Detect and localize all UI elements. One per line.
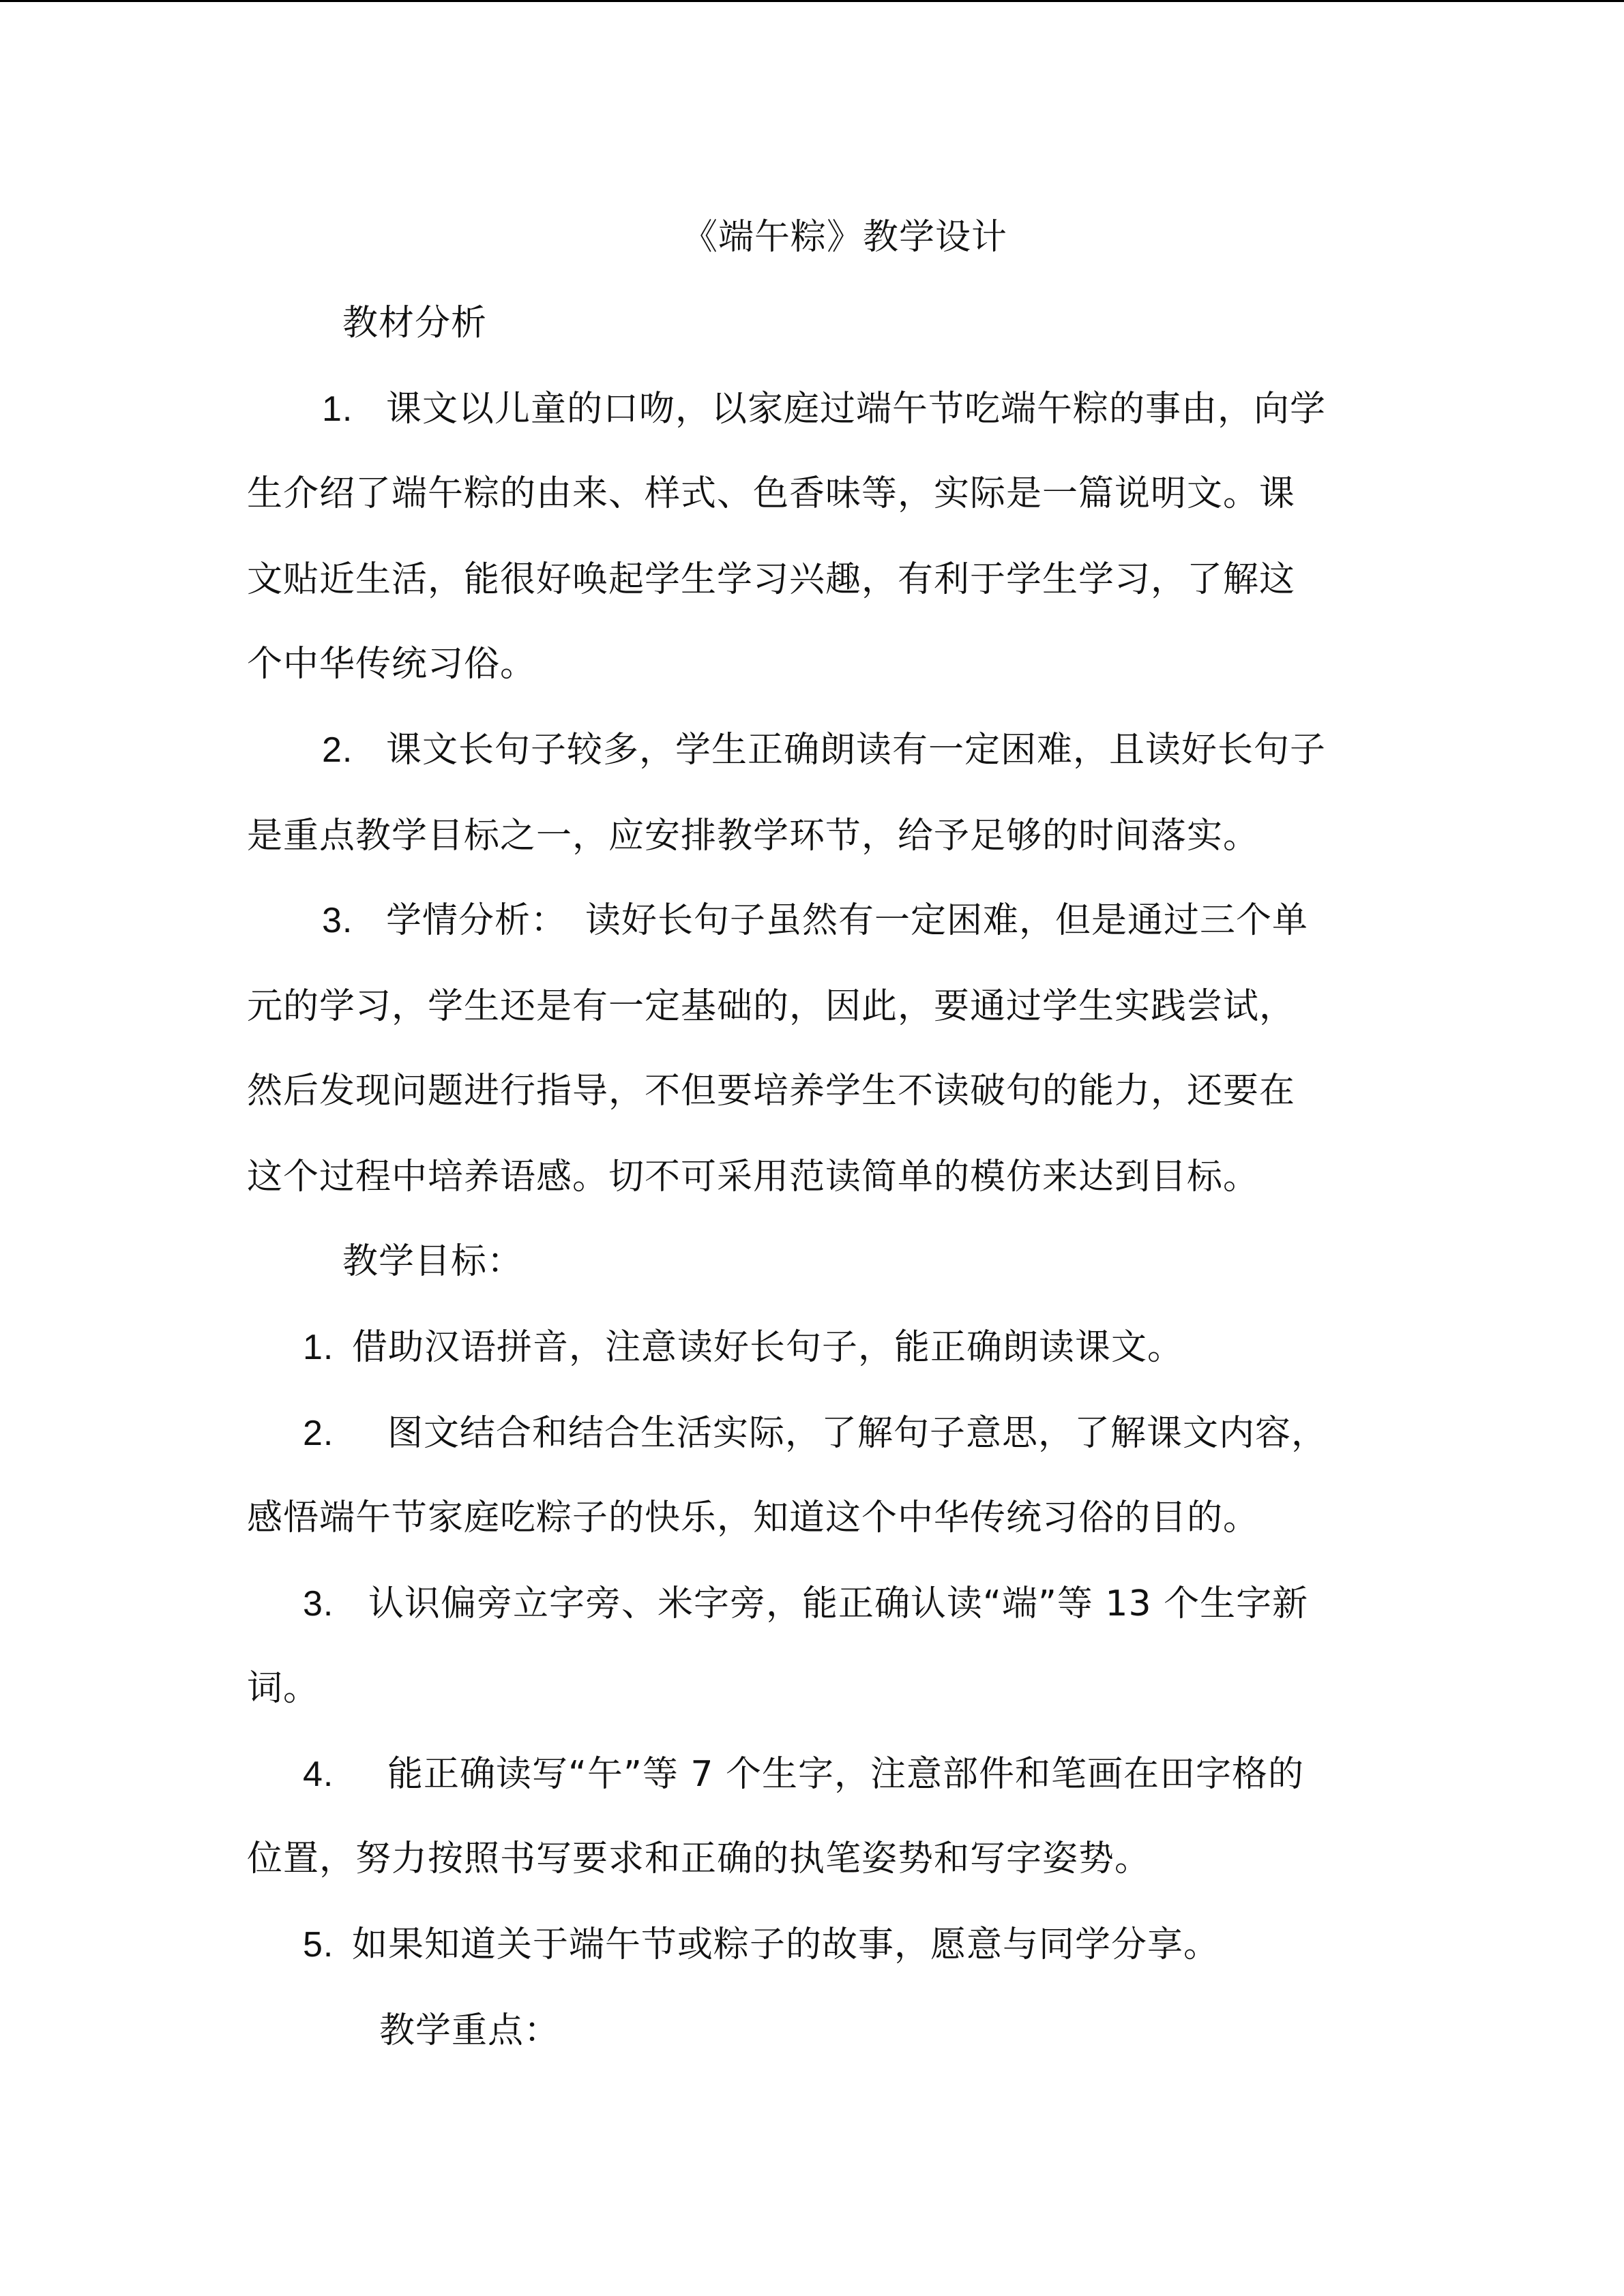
analysis-item-1-line-2: 生介绍了端午粽的由来、样式、色香味等，实际是一篇说明文。课 [247, 473, 1296, 514]
goals-item-2-line-1: 图文结合和结合生活实际，了解句子意思，了解课文内容， [387, 1413, 1328, 1454]
goals-item-4-number: 4. [303, 1755, 334, 1794]
goals-item-5-number: 5. [303, 1925, 334, 1965]
goals-item-2-number: 2. [303, 1414, 334, 1453]
analysis-item-3-line-3: 然后发现问题进行指导，不但要培养学生不读破句的能力，还要在 [247, 1071, 1296, 1112]
analysis-item-2-number: 2. [322, 730, 353, 770]
goals-item-5-line-1: 如果知道关于端午节或粽子的故事，愿意与同学分享。 [352, 1924, 1220, 1965]
goals-item-3-line-2: 词。 [247, 1668, 320, 1709]
analysis-item-1-line-3: 文贴近生活，能很好唤起学生学习兴趣，有利于学生学习，了解这 [247, 559, 1296, 600]
analysis-item-1-line-1: 课文以儿童的口吻，以家庭过端午节吃端午粽的事由，向学 [386, 389, 1327, 430]
document-title: 《端午粽》教学设计 [682, 217, 1008, 258]
goals-item-1-number: 1. [303, 1328, 334, 1367]
goals-item-4-line-2: 位置，努力按照书写要求和正确的执笔姿势和写字姿势。 [247, 1838, 1151, 1879]
analysis-heading: 教材分析 [342, 303, 488, 344]
analysis-item-3-line-4: 这个过程中培养语感。切不可采用范读简单的模仿来达到目标。 [247, 1157, 1260, 1197]
analysis-item-1-number: 1. [322, 389, 353, 429]
goals-item-1-line-1: 借助汉语拼音，注意读好长句子，能正确朗读课文。 [352, 1327, 1184, 1368]
goals-heading: 教学目标： [342, 1241, 524, 1282]
goals-item-3-number: 3. [303, 1584, 334, 1624]
analysis-item-3-number: 3. [322, 901, 353, 940]
goals-item-3-line-1: 认识偏旁立字旁、米字旁，能正确认读“端”等 13 个生字新 [368, 1583, 1309, 1624]
key-points-heading: 教学重点： [379, 2010, 561, 2051]
analysis-item-1-line-4: 个中华传统习俗。 [247, 644, 537, 685]
goals-item-2-line-2: 感悟端午节家庭吃粽子的快乐，知道这个中华传统习俗的目的。 [247, 1497, 1260, 1538]
analysis-item-3-line-1: 学情分析： 读好长句子虽然有一定困难，但是通过三个单 [386, 900, 1309, 941]
analysis-item-2-line-2: 是重点教学目标之一，应安排教学环节，给予足够的时间落实。 [247, 816, 1260, 856]
analysis-item-2-line-1: 课文长句子较多，学生正确朗读有一定困难，且读好长句子 [386, 730, 1327, 771]
analysis-item-3-line-2: 元的学习，学生还是有一定基础的，因此，要通过学生实践尝试， [247, 986, 1296, 1027]
goals-item-4-line-1: 能正确读写“午”等 7 个生字，注意部件和笔画在田字格的 [387, 1754, 1305, 1795]
